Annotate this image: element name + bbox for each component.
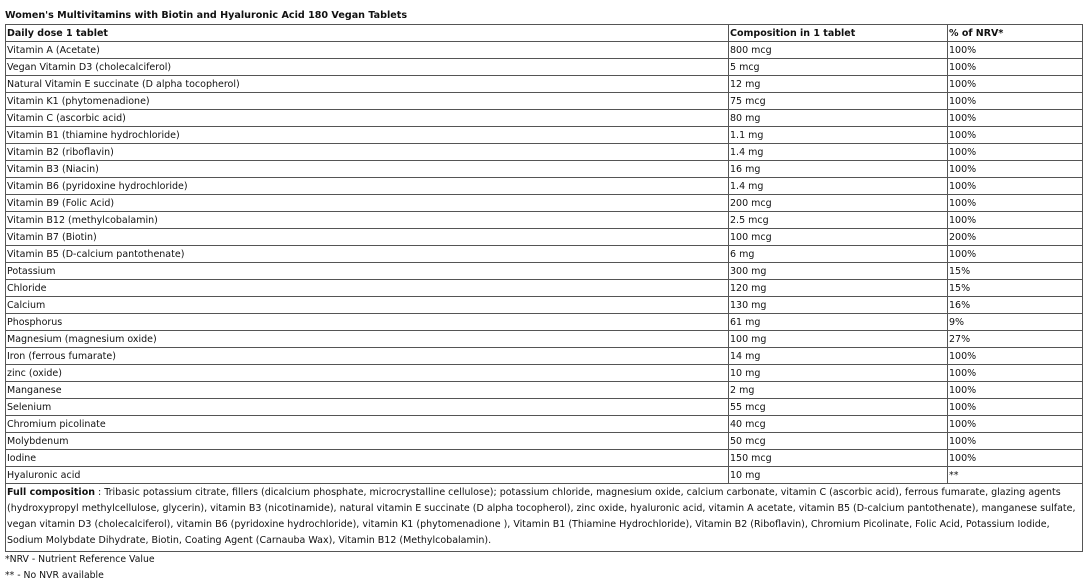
- table-row: [6, 280, 1083, 297]
- nrv-percent-cell: 100%: [948, 399, 1083, 416]
- nutrient-name-cell: Iron (ferrous fumarate): [6, 348, 729, 365]
- nutrient-name-cell: Vitamin B3 (Niacin): [6, 161, 729, 178]
- table-row: [6, 212, 1083, 229]
- footnote-no-nrv: ** - No NVR available: [5, 570, 104, 581]
- table-row: [6, 467, 1083, 484]
- table-row: [6, 110, 1083, 127]
- nutrient-name-cell: Vitamin K1 (phytomenadione): [6, 93, 729, 110]
- column-header-composition: Composition in 1 tablet: [729, 25, 948, 42]
- composition-cell: 80 mg: [729, 110, 948, 127]
- table-row: [6, 178, 1083, 195]
- nutrient-name-cell: Hyaluronic acid: [6, 467, 729, 484]
- document: [5, 7, 1082, 584]
- nutrient-name-cell: Molybdenum: [6, 433, 729, 450]
- composition-cell: 75 mcg: [729, 93, 948, 110]
- table-row: [6, 365, 1083, 382]
- nrv-percent-cell: 100%: [948, 93, 1083, 110]
- table-row: [6, 42, 1083, 59]
- composition-cell: 12 mg: [729, 76, 948, 93]
- table-row: [6, 263, 1083, 280]
- table-row: [6, 76, 1083, 93]
- composition-cell: 5 mcg: [729, 59, 948, 76]
- table-row: [6, 348, 1083, 365]
- composition-cell: 130 mg: [729, 297, 948, 314]
- nrv-percent-cell: 100%: [948, 450, 1083, 467]
- footnote-nrv: *NRV - Nutrient Reference Value: [5, 554, 155, 565]
- composition-cell: 40 mcg: [729, 416, 948, 433]
- nutrient-name-cell: Vitamin B7 (Biotin): [6, 229, 729, 246]
- full-composition-label: Full composition: [7, 487, 95, 498]
- table-row: [6, 161, 1083, 178]
- nrv-percent-cell: 100%: [948, 416, 1083, 433]
- page-title: Women's Multivitamins with Biotin and Hyaluronic Acid 180 Vegan Tablets: [5, 10, 408, 21]
- nrv-percent-cell: 27%: [948, 331, 1083, 348]
- table-row: [6, 93, 1083, 110]
- nutrient-name-cell: Vitamin C (ascorbic acid): [6, 110, 729, 127]
- composition-cell: 10 mg: [729, 467, 948, 484]
- nutrient-name-cell: Vitamin B1 (thiamine hydrochloride): [6, 127, 729, 144]
- composition-cell: 800 mcg: [729, 42, 948, 59]
- table-row: [6, 314, 1083, 331]
- nrv-percent-cell: 16%: [948, 297, 1083, 314]
- nrv-percent-cell: 100%: [948, 433, 1083, 450]
- nrv-percent-cell: 100%: [948, 144, 1083, 161]
- nrv-percent-cell: 9%: [948, 314, 1083, 331]
- nrv-percent-cell: 100%: [948, 127, 1083, 144]
- composition-cell: 50 mcg: [729, 433, 948, 450]
- nrv-percent-cell: 100%: [948, 195, 1083, 212]
- nutrient-name-cell: Vitamin B12 (methylcobalamin): [6, 212, 729, 229]
- composition-cell: 100 mcg: [729, 229, 948, 246]
- nrv-percent-cell: 15%: [948, 263, 1083, 280]
- nutrient-name-cell: Phosphorus: [6, 314, 729, 331]
- nutrient-name-cell: Vegan Vitamin D3 (cholecalciferol): [6, 59, 729, 76]
- full-composition-cell: [6, 484, 1083, 552]
- composition-cell: 150 mcg: [729, 450, 948, 467]
- nutrient-name-cell: Natural Vitamin E succinate (D alpha tocopherol): [6, 76, 729, 93]
- nrv-percent-cell: 100%: [948, 365, 1083, 382]
- table-row: [6, 399, 1083, 416]
- nutrient-name-cell: Chromium picolinate: [6, 416, 729, 433]
- nrv-percent-cell: 200%: [948, 229, 1083, 246]
- table-row: [6, 382, 1083, 399]
- table-row: [6, 416, 1083, 433]
- table-row: [6, 144, 1083, 161]
- nrv-percent-cell: 15%: [948, 280, 1083, 297]
- composition-cell: 120 mg: [729, 280, 948, 297]
- table-row: [6, 229, 1083, 246]
- composition-cell: 14 mg: [729, 348, 948, 365]
- nutrient-name-cell: zinc (oxide): [6, 365, 729, 382]
- table-row: [6, 433, 1083, 450]
- nrv-percent-cell: 100%: [948, 246, 1083, 263]
- nutrient-name-cell: Vitamin B6 (pyridoxine hydrochloride): [6, 178, 729, 195]
- nrv-percent-cell: 100%: [948, 59, 1083, 76]
- table-row: [6, 195, 1083, 212]
- nrv-percent-cell: 100%: [948, 212, 1083, 229]
- nrv-percent-cell: 100%: [948, 42, 1083, 59]
- nrv-percent-cell: **: [948, 467, 1083, 484]
- full-composition-row: [6, 484, 1083, 552]
- composition-cell: 16 mg: [729, 161, 948, 178]
- composition-cell: 10 mg: [729, 365, 948, 382]
- column-header-nrv: % of NRV*: [948, 25, 1083, 42]
- table-header-row: [6, 25, 1083, 42]
- nrv-percent-cell: 100%: [948, 76, 1083, 93]
- composition-cell: 100 mg: [729, 331, 948, 348]
- nutrient-name-cell: Potassium: [6, 263, 729, 280]
- composition-cell: 1.1 mg: [729, 127, 948, 144]
- nutrient-name-cell: Vitamin A (Acetate): [6, 42, 729, 59]
- composition-cell: 1.4 mg: [729, 144, 948, 161]
- nutrient-name-cell: Calcium: [6, 297, 729, 314]
- nutrient-name-cell: Vitamin B9 (Folic Acid): [6, 195, 729, 212]
- composition-cell: 300 mg: [729, 263, 948, 280]
- table-row: [6, 331, 1083, 348]
- nrv-percent-cell: 100%: [948, 178, 1083, 195]
- nrv-percent-cell: 100%: [948, 382, 1083, 399]
- nutrient-name-cell: Chloride: [6, 280, 729, 297]
- full-composition-text: : Tribasic potassium citrate, fillers (dicalcium phosphate, microcrystalline cellulose); potassium chloride, magnesium oxide, calcium carbonate, vitamin C (ascorbic acid), ferrous fumarate, glazing agents (hydroxypropyl methylcellulose, glycerin), vitamin B3 (nicotinamide), natural vitamin E succinate (D alpha tocopherol), zinc oxide, hyaluronic acid, vitamin A acetate, vitamin B5 (D-calcium pantothenate), manganese sulfate, vegan vitamin D3 (cholecalciferol), vitamin B6 (pyridoxine hydrochloride), vitamin K1 (phytomenadione ), Vitamin B1 (Thiamine Hydrochloride), Vitamin B2 (Riboflavin), Chromium Picolinate, Folic Acid, Potassium Iodide, Sodium Molybdate Dihydrate, Biotin, Coating Agent (Carnauba Wax), Vitamin B12 (Methylcobalamin).: [7, 487, 1076, 546]
- nutrient-name-cell: Selenium: [6, 399, 729, 416]
- composition-cell: 6 mg: [729, 246, 948, 263]
- nutrient-name-cell: Vitamin B5 (D-calcium pantothenate): [6, 246, 729, 263]
- nrv-percent-cell: 100%: [948, 161, 1083, 178]
- nrv-percent-cell: 100%: [948, 110, 1083, 127]
- composition-cell: 61 mg: [729, 314, 948, 331]
- table-row: [6, 246, 1083, 263]
- composition-cell: 2 mg: [729, 382, 948, 399]
- nutrient-name-cell: Manganese: [6, 382, 729, 399]
- composition-cell: 1.4 mg: [729, 178, 948, 195]
- composition-cell: 200 mcg: [729, 195, 948, 212]
- table-row: [6, 127, 1083, 144]
- table-row: [6, 297, 1083, 314]
- table-row: [6, 450, 1083, 467]
- nrv-percent-cell: 100%: [948, 348, 1083, 365]
- column-header-dose: Daily dose 1 tablet: [6, 25, 729, 42]
- nutrient-name-cell: Iodine: [6, 450, 729, 467]
- nutrient-name-cell: Vitamin B2 (riboflavin): [6, 144, 729, 161]
- composition-cell: 2.5 mcg: [729, 212, 948, 229]
- nutrient-name-cell: Magnesium (magnesium oxide): [6, 331, 729, 348]
- table-row: [6, 59, 1083, 76]
- nutrition-table: [5, 24, 1083, 552]
- composition-cell: 55 mcg: [729, 399, 948, 416]
